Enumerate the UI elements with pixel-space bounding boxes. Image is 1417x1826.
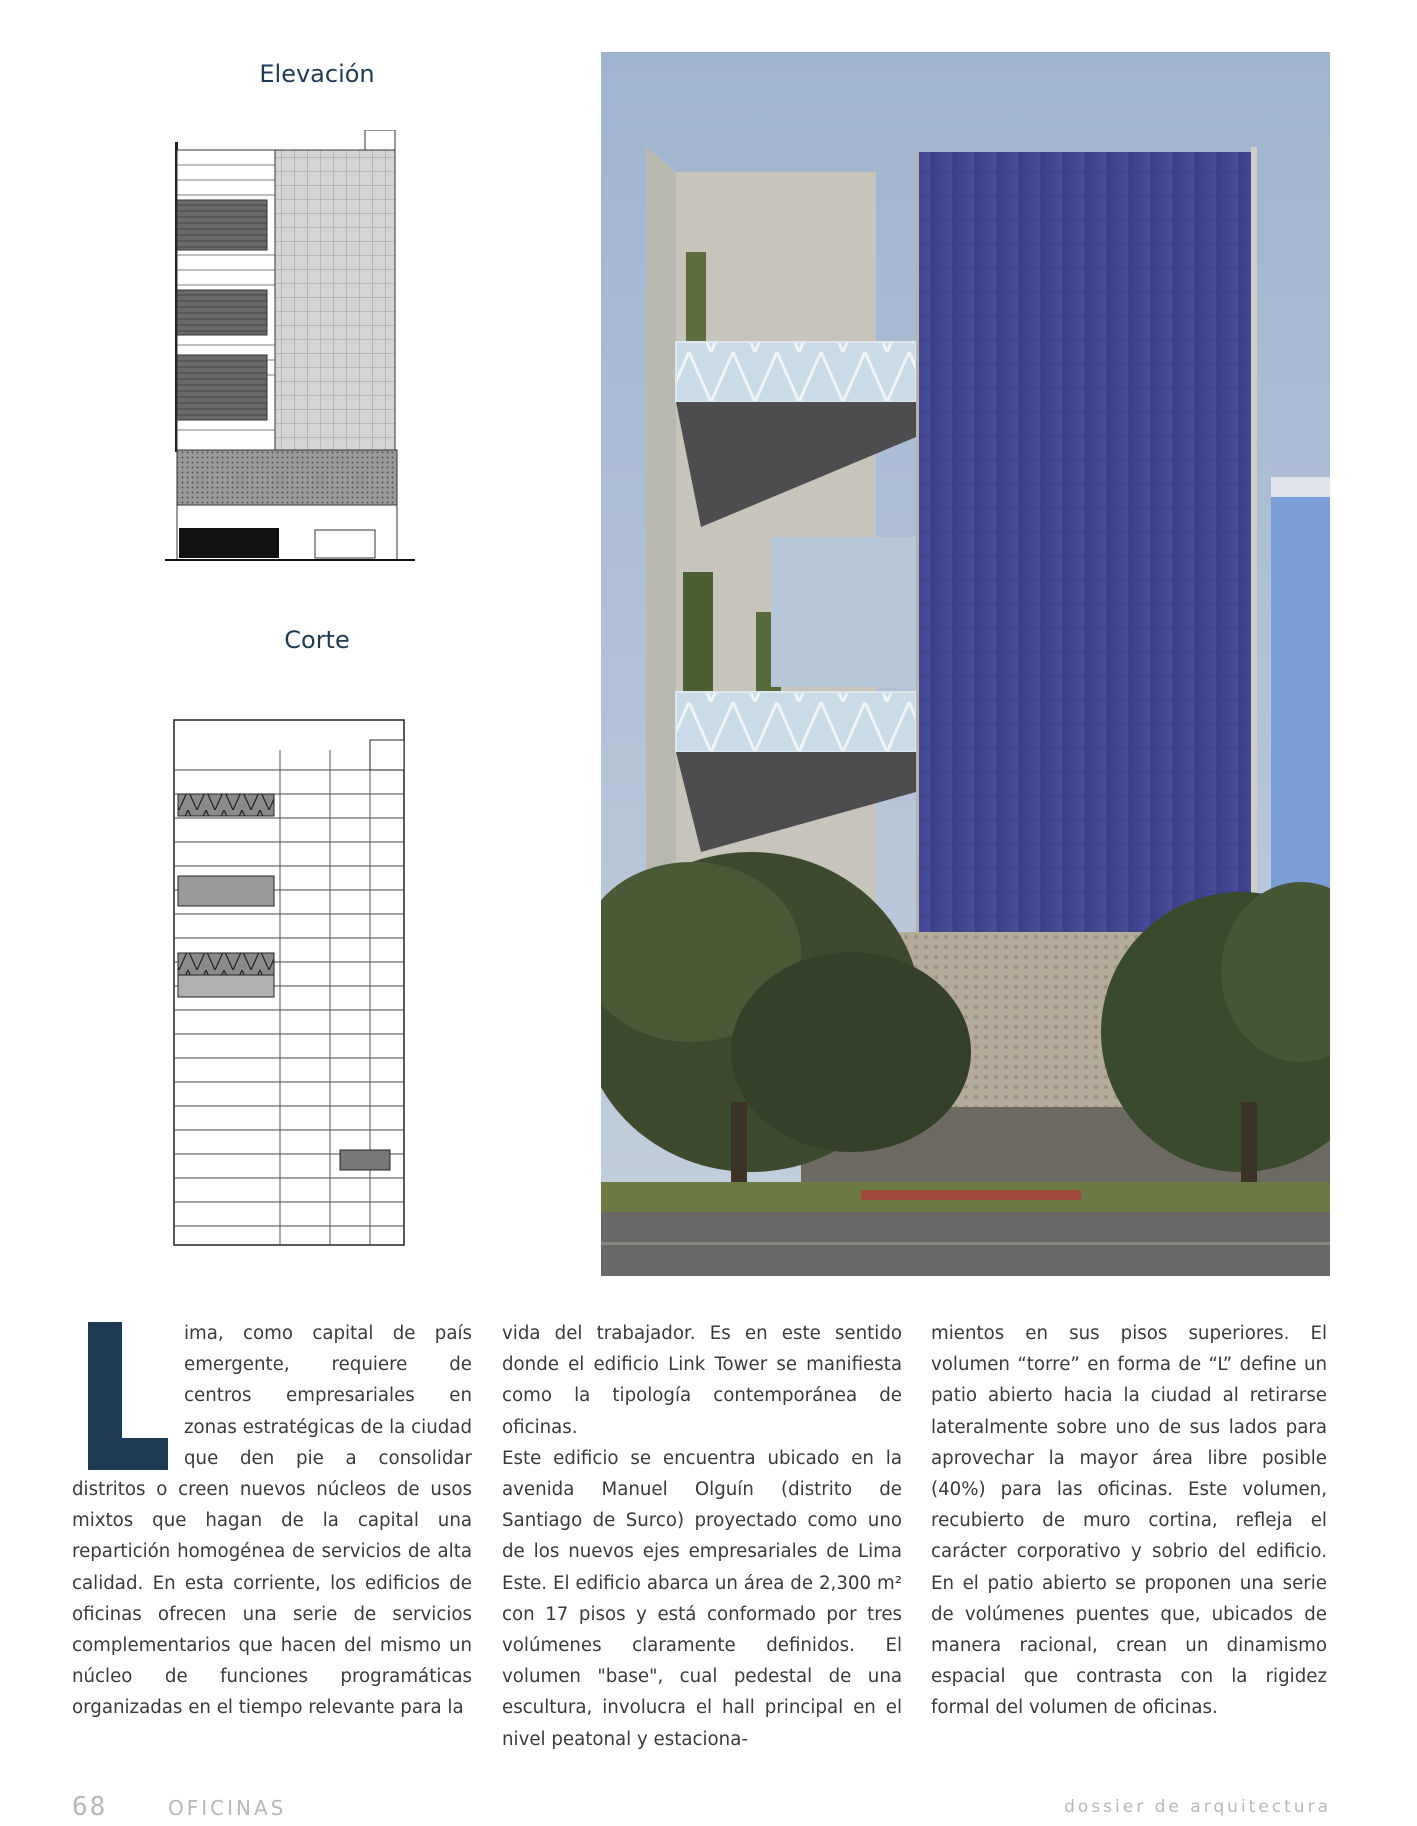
column-2-text-a: vida del trabajador. Es en este sentido donde el edificio Link Tower se manifiesta como la tipología contemporánea de oficinas. — [502, 1323, 902, 1438]
elevation-title: Elevación — [259, 60, 375, 88]
section-title: Corte — [284, 626, 350, 654]
elevation-drawing — [165, 130, 415, 570]
column-3-text: mientos en sus pisos superiores. El volumen “torre” en forma de “L” define un patio abierto hacia la ciudad al retirarse lateralmente sobre uno de sus lados para aprovechar la mayor área libre posible (40%) para las oficinas. Este volumen, recubierto de muro cortina, refleja el carácter corporativo y sobrio del edificio. En el patio abierto se proponen una serie de volúmenes puentes que, ubicados de manera racional, crean un dinamismo espacial que contrasta con la rigidez formal del volumen de oficinas. — [931, 1323, 1327, 1719]
column-1-text: ima, como capital de país emergente, requiere de centros empresariales en zonas estratégicas de la ciudad que den pie a consolidar distritos o creen nuevos núcleos de usos mixtos que hagan de la capital una repartición homogénea de servicios de alta calidad. En esta corriente, los edificios de oficinas ofrecen una serie de servicios complementarios que hacen del mismo un núcleo de funciones programáticas organizadas en el tiempo relevante para la — [72, 1323, 472, 1719]
section-drawing — [170, 710, 420, 1250]
building-photo — [601, 52, 1330, 1276]
column-2-text-b: Este edificio se encuentra ubicado en la avenida Manuel Olguín (distrito de Santiago de Surco) proyectado como uno de los nuevos ejes empresariales de Lima Este. El edificio abarca un área de 2,300 m² con 17 pisos y está conformado por tres volúmenes claramente definidos. El volumen "base", cual pedestal de una escultura, involucra el hall principal en el nivel peatonal y estaciona- — [502, 1447, 902, 1750]
magazine-name: dossier de arquitectura — [1064, 1797, 1331, 1817]
article-column-1 — [72, 1318, 472, 1724]
dropcap-letter — [88, 1322, 168, 1470]
building-photo-illustration — [601, 52, 1330, 1276]
page-number: 68 — [72, 1792, 108, 1822]
article-column-2 — [502, 1318, 902, 1755]
article-column-3 — [931, 1318, 1327, 1724]
section-name: OFICINAS — [168, 1796, 287, 1820]
